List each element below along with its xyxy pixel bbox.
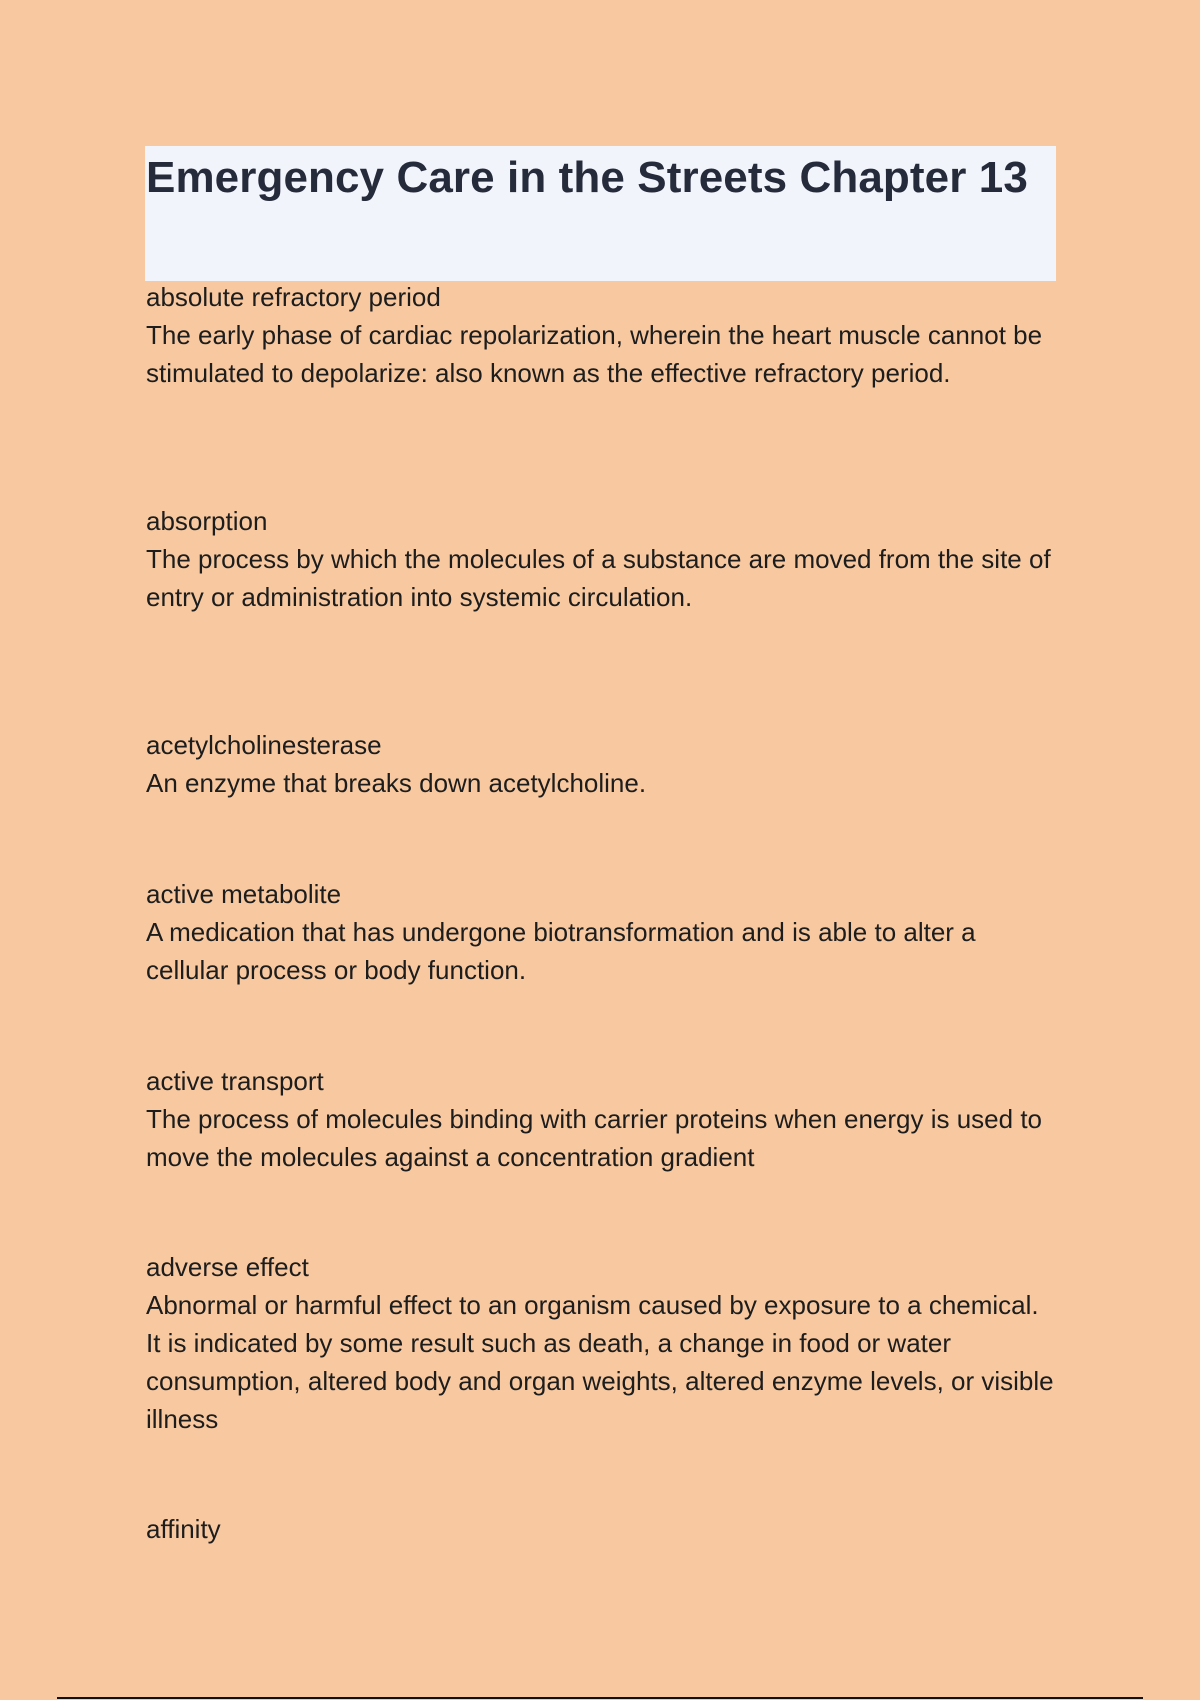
- term-label: affinity: [146, 1514, 221, 1544]
- definition-text: The early phase of cardiac repolarization, wherein the heart muscle cannot be stimulated to depolarize: also known as the effective refractory period.: [146, 320, 1043, 388]
- term-label: acetylcholinesterase: [146, 730, 382, 760]
- term-label: adverse effect: [146, 1252, 309, 1282]
- title-highlight: [145, 146, 1056, 281]
- page-bottom-rule: [57, 1697, 1143, 1699]
- definition-text: An enzyme that breaks down acetylcholine.: [146, 768, 647, 798]
- glossary-entry: [146, 278, 1056, 392]
- glossary-entry: [146, 1248, 1056, 1438]
- page-title: Emergency Care in the Streets Chapter 13: [146, 153, 1028, 202]
- glossary-entry: [146, 502, 1056, 616]
- definition-text: Abnormal or harmful effect to an organism caused by exposure to a chemical. It is indicated by some result such as death, a change in food or water consumption, altered body and organ weights, altered enzyme levels, or visible illness: [146, 1290, 1054, 1434]
- term-label: absolute refractory period: [146, 282, 441, 312]
- term-label: active metabolite: [146, 879, 342, 909]
- glossary-entry: [146, 1510, 1056, 1548]
- definition-text: The process by which the molecules of a substance are moved from the site of entry or administration into systemic circulation.: [146, 544, 1051, 612]
- term-label: absorption: [146, 506, 268, 536]
- glossary-entry: [146, 1062, 1056, 1176]
- definition-text: The process of molecules binding with carrier proteins when energy is used to move the molecules against a concentration gradient: [146, 1104, 1043, 1172]
- definition-text: A medication that has undergone biotransformation and is able to alter a cellular process or body function.: [146, 917, 976, 985]
- term-label: active transport: [146, 1066, 324, 1096]
- glossary-entry: [146, 726, 1056, 802]
- glossary-entry: [146, 875, 1056, 989]
